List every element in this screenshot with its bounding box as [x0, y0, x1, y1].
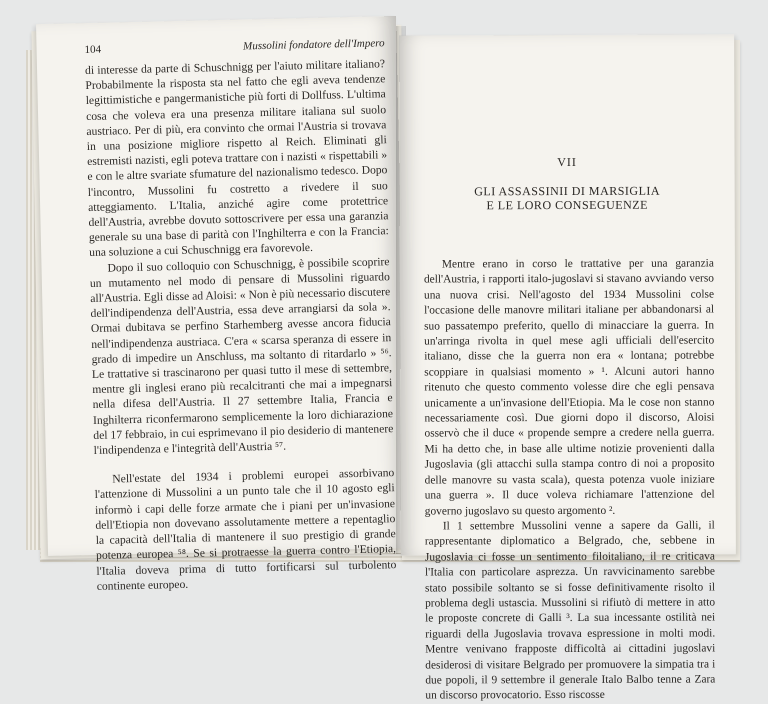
- left-paragraph: Nell'estate del 1934 i problemi europei assorbivano l'attenzione di Mussolini a un punto tale che il 10 agosto egli informò i capi delle forze armate che i piani per un'invasione dell'Etiopia non dovevano assolutamente mettere a repentaglio la capacità dell'Italia di mantenere il suo prestigio di grande potenza europea ⁵⁸. Se si protraesse la guerra contro l'Etiopia, l'Italia doveva prima di tutto fortificarsi sul turbolento continente europeo.: [94, 466, 397, 593]
- right-paragraph: Mentre erano in corso le trattative per una garanzia dell'Austria, i rapporti italo-jugoslavi si stavano avviando verso una nuova crisi. Nell'agosto del 1934 Mussolini colse l'occasione delle manovre militari italiane per abbandonarsi al suo passatempo preferito, quello di minacciare la guerra. In un'arringa rivolta in quel mese agli ufficiali dell'esercito italiano, disse che la guerra non era « lontana; potrebbe scoppiare in qualsiasi momento » ¹. Alcuni autori hanno ritenuto che questo commento volesse dire che egli pensava unicamente a un'invasione dell'Etiopia. Ma le cose non stanno necessariamente così. Due giorni dopo il discorso, Aloisi osservò che il duce « propende sempre a credere nella guerra. Mi ha detto che, in base alle ultime notizie provenienti dalla Jugoslavia (gli attacchi sulla stampa contro di noi a proposito delle manovre su vasta scala), questa potenza vuole iniziare una guerra ». Il duce voleva richiamare l'attenzione del governo jugoslavo su questo argomento ².: [423, 257, 715, 517]
- right-page: [399, 34, 736, 702]
- left-body-text: [85, 56, 397, 594]
- right-paragraph: Il 1 settembre Mussolini venne a sapere da Galli, il rappresentante diplomatico a Belgrado, che, sebbene in Jugoslavia ci fosse un sentimento filoitaliano, il re criticava l'Italia con particolare asprezza. Un ravvicinamento sarebbe stato possibile soltanto se si fosse definitivamente risolto il problema degli ustascia. Mussolini si rifiutò di mettere in atto le proposte concrete di Galli ³. La sua incessante ostilità nei riguardi della Jugoslavia trovava espressione in molti modi. Mentre venivano frapposte difficoltà ai cittadini jugoslavi desiderosi di visitare Belgrado per promuovere la simpatia tra i due popoli, il 9 settembre il generale Italo Balbo tenne a Zara un discorso provocatorio. Esso riscosse: [424, 519, 716, 702]
- left-paragraph: Dopo il suo colloquio con Schuschnigg, è possibile scoprire un mutamento nel modo di pensare di Mussolini riguardo all'Austria. Egli disse ad Aloisi: « Non è più necessario discutere dell'indipendenza dell'Austria, essa deve arrangiarsi da sola ». Ormai dubitava se perfino Starhemberg avesse ancora fiducia nell'indipendenza austriaca. C'era « scarsa speranza di essere in grado di impedire un Anschluss, ma soltanto di ritardarlo » ⁵⁶. Le trattative si trascinarono per quasi tutto il mese di settembre, mentre gli inglesi erano più recalcitranti che mai a impegnarsi nella difesa dell'Austria. Il 27 settembre Italia, Francia e Inghilterra riconfermarono semplicemente la loro dichiarazione del 17 febbraio, in cui esprimevano il pio desiderio di mantenere l'indipendenza e l'integrità dell'Austria ⁵⁷.: [89, 254, 394, 458]
- chapter-title-line-2: E LE LORO CONSEGUENZE: [486, 197, 648, 213]
- chapter-number: VII: [557, 154, 577, 170]
- left-page: [36, 16, 408, 593]
- page-number: 104: [84, 43, 102, 57]
- chapter-heading: [400, 154, 735, 212]
- left-paragraph: di interesse da parte di Schuschnigg per l'aiuto militare italiano? Probabilmente la risposta sta nel fatto che egli aveva tendenze legittimistiche e pangermanistiche più forti di Dollfuss. L'ultima cosa che voleva era una presenza militare italiana sul suolo austriaco. Per di più, era convinto che ormai l'Austria si trovava in una posizione migliore rispetto al Reich. Eliminati gli estremisti nazisti, egli poteva trattare con i nazisti « rispettabili » e con le altre svariate sfumature del nazionalismo tedesco. Dopo l'incontro, Mussolini fu costretto a rivedere il suo atteggiamento. L'Italia, anziché agire come protettrice dell'Austria, avrebbe dovuto sottoscrivere per essa una garanzia generale su una base di parità con l'Inghilterra e con la Francia: una soluzione a cui Schuschnigg era favorevole.: [84, 57, 389, 260]
- running-title: Mussolini fondatore dell'Impero: [242, 37, 385, 53]
- chapter-title-line-1: GLI ASSASSINII DI MARSIGLIA: [474, 183, 661, 199]
- right-body-text: [424, 256, 716, 704]
